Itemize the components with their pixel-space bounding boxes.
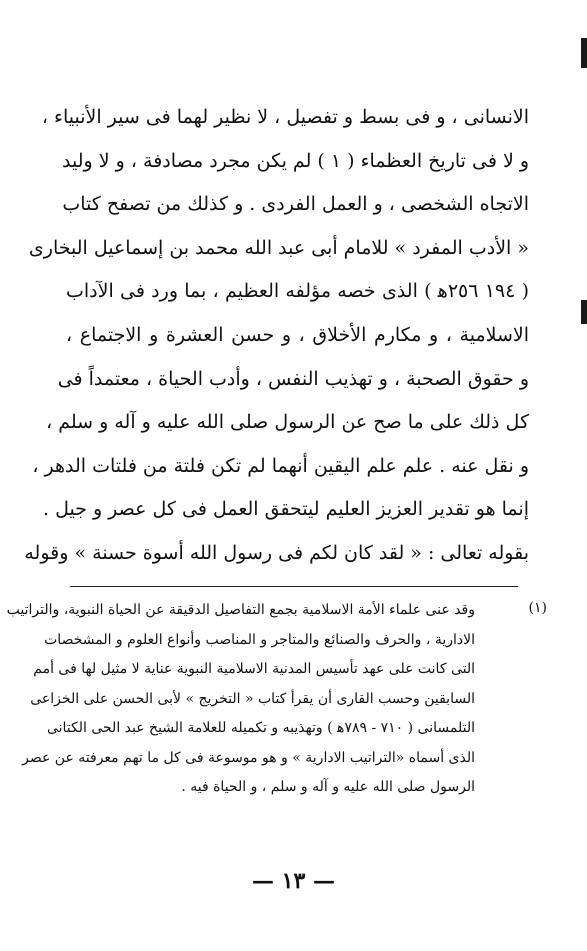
main-text-line: كل ذلك علی ما صح عن الرسول صلی الله علیه و آله و سلم ،: [46, 411, 529, 434]
footnote-line: الاداریة ، والحرف والصنائع والمتاجر و المناصب وأنواع العلوم و المشخصات: [44, 631, 475, 648]
footnote-marker: (١): [528, 600, 547, 616]
page-number: — ١٣ —: [252, 868, 335, 894]
footnote-line: التلمسانی ( ٧١٠ - ٧٨٩ﻫ ) وتهذیبه و تكمیله للعلامة الشیخ عبد الحی الكتانی: [46, 720, 475, 736]
scan-edge-mark: [581, 300, 587, 324]
footnote-divider: [70, 586, 518, 587]
main-text-line: الانسانی ، و فی بسط و تفصیل ، لا نظیر لهما فی سیر الأنبیاء ،: [41, 106, 529, 128]
main-text-line: و لا فی تاریخ العظماء ( ۱ ) لم یکن مجرد مصادفة ، و لا ولید: [62, 149, 529, 172]
main-text-line: إنما هو تقدیر العزیز العلیم لیتحقق العمل فی كل عصر و جیل .: [42, 498, 529, 521]
main-text-line: و نقل عنه . علم علم الیقین أنهما لم تكن فلتة من فلتات الدهر ،: [32, 454, 529, 477]
main-text-line: الاسلامیة ، و مكارم الأخلاق ، و حسن العشرة و الاجتماع ،: [66, 323, 529, 346]
scan-edge-mark: [581, 38, 587, 68]
main-text-line: الاتجاه الشخصی ، و العمل الفردی . و كذلك من تصفح كتاب: [62, 193, 529, 216]
footnote-body: [6, 596, 475, 803]
main-text-line: بقوله تعالی : « لقد كان لكم فی رسول الله أسوة حسنة » وقوله: [24, 541, 529, 564]
main-text-line: ( ١٩٤ ٢٥٦ﻫ ) الذی خصه مؤلفه العظیم ، بما ورد فی الآداب: [66, 280, 530, 303]
footnote: [6, 596, 547, 803]
footnote-line: السابقین وحسب القاری أن یقرأ كتاب « التخریج » لأبی الحسن علی الخزاعی: [30, 690, 475, 707]
footnote-line: التی كانت علی عهد تأسیس المدنیة الاسلامیة النبویة عنایة لا مثیل لها فی أمم: [33, 661, 475, 677]
main-text-line: و حقوق الصحبة ، و تهذیب النفس ، وأدب الحیاة ، معتمداً فی: [57, 367, 529, 390]
main-text-line: « الأدب المفرد » للامام أبی عبد الله محمد بن إسماعیل البخاری: [28, 236, 529, 259]
footnote-line: وقد عنی علماء الأمة الاسلامیة بجمع التفاصیل الدقیقة عن الحیاة النبویة، والتراتیب: [6, 602, 475, 618]
main-text-block: [24, 96, 530, 576]
footnote-line: الرسول صلی الله علیه و آله و سلم ، و الحیاة فیه .: [181, 779, 475, 795]
footnote-line: الذی أسماه «التراتیب الاداریة » و هو موسوعة فی كل ما تهم معرفته عن عصر: [22, 749, 475, 766]
